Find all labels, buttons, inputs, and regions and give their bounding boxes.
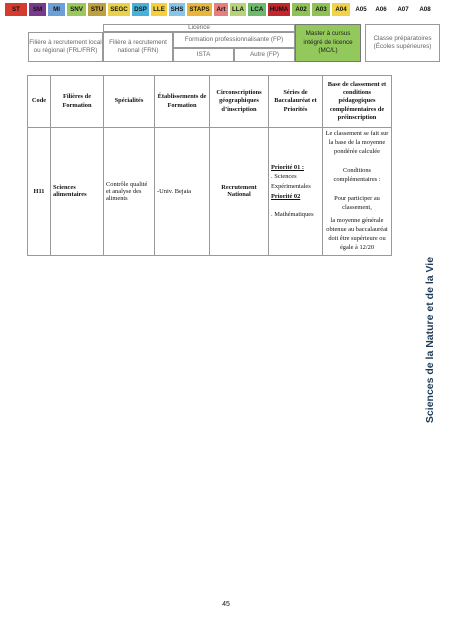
domain-tab-strip [5,3,434,16]
tab-staps[interactable]: STAPS [187,3,212,16]
side-title-text: Sciences de la Nature et de la Vie [424,256,437,424]
legend-fp: Formation professionnalisante (FP) [173,32,295,48]
filiere-table [27,75,392,256]
tab-lca[interactable]: LCA [248,3,266,16]
participer-classement-text: Pour participer au classement, [334,194,380,211]
header-filieres: Filières de Formation [51,76,104,128]
tab-lla[interactable]: LLA [230,3,246,16]
header-code: Code [28,76,51,128]
tab-art[interactable]: Art [214,3,228,16]
tab-a05[interactable]: A05 [352,3,370,16]
tab-segc[interactable]: SEGC [108,3,130,16]
cell-specialite: Contrôle qualité et analyse des aliments [104,128,155,256]
header-specialites: Spécialités [104,76,155,128]
tab-a03[interactable]: A03 [312,3,330,16]
tab-snv[interactable]: SNV [67,3,86,16]
legend-licence: Licence [103,24,295,32]
cell-etablissement: -Univ. Bejaia [155,128,210,256]
page-number: 45 [222,601,230,608]
cell-circonscription: Recrutement National [210,128,269,256]
cell-base-classement [323,128,392,256]
legend-classe-preparatoire: Classe préparatoires (Écoles supérieures) [365,24,440,62]
tab-st[interactable]: ST [5,3,27,16]
priorite-1-label: Priorité 01 : [271,163,305,171]
tab-a04[interactable]: A04 [332,3,350,16]
conditions-complementaires-label: Conditions complémentaires : [333,166,381,183]
priorite-2-value: . Mathématiques [271,211,314,219]
header-etablissements: Établissements de Formation [155,76,210,128]
tab-a08[interactable]: A08 [416,3,434,16]
priorite-2-label: Priorité 02 [271,193,301,201]
priorite-1-value: . Sciences Expérimentales [271,173,311,191]
header-base-classement: Base de classement et conditions pédagogiques complémentaires de préinscription [323,76,392,128]
table-header-row [28,76,392,128]
tab-a02[interactable]: A02 [292,3,310,16]
header-circonscriptions: Circonscriptions géographiques d’inscription [210,76,269,128]
legend-master: Master à cursus intégré de licence (MC/L) [295,24,361,62]
cell-series [269,128,323,256]
legend-frn: Filière à recrutement national (FRN) [103,32,173,62]
tab-shs[interactable]: SHS [169,3,185,16]
formation-legend [28,24,440,62]
table-row [28,128,392,256]
tab-sm[interactable]: SM [29,3,46,16]
tab-huma[interactable]: HUMA [268,3,290,16]
tab-dsp[interactable]: DSP [132,3,149,16]
legend-autre-fp: Autre (FP) [234,48,295,62]
tab-stu[interactable]: STU [88,3,106,16]
base-classement-text: Le classement se fait sur la base de la moyenne pondérée calculée [325,130,389,155]
cell-filiere: Sciences alimentaires [51,128,104,256]
tab-a07[interactable]: A07 [392,3,414,16]
tab-lle[interactable]: LLE [151,3,167,16]
legend-ista: ISTA [173,48,234,62]
tab-a06[interactable]: A06 [372,3,390,16]
side-section-title [420,255,440,425]
legend-frl: Filière à recrutement local ou régional (FRL/FRR) [28,32,103,62]
header-series: Séries de Baccalauréat et Priorités [269,76,323,128]
cell-code: H11 [28,128,51,256]
tab-mi[interactable]: MI [48,3,65,16]
moyenne-condition-text: la moyenne générale obtenue au baccalauréat doit être supérieure ou égale à 12/20 [326,216,388,251]
